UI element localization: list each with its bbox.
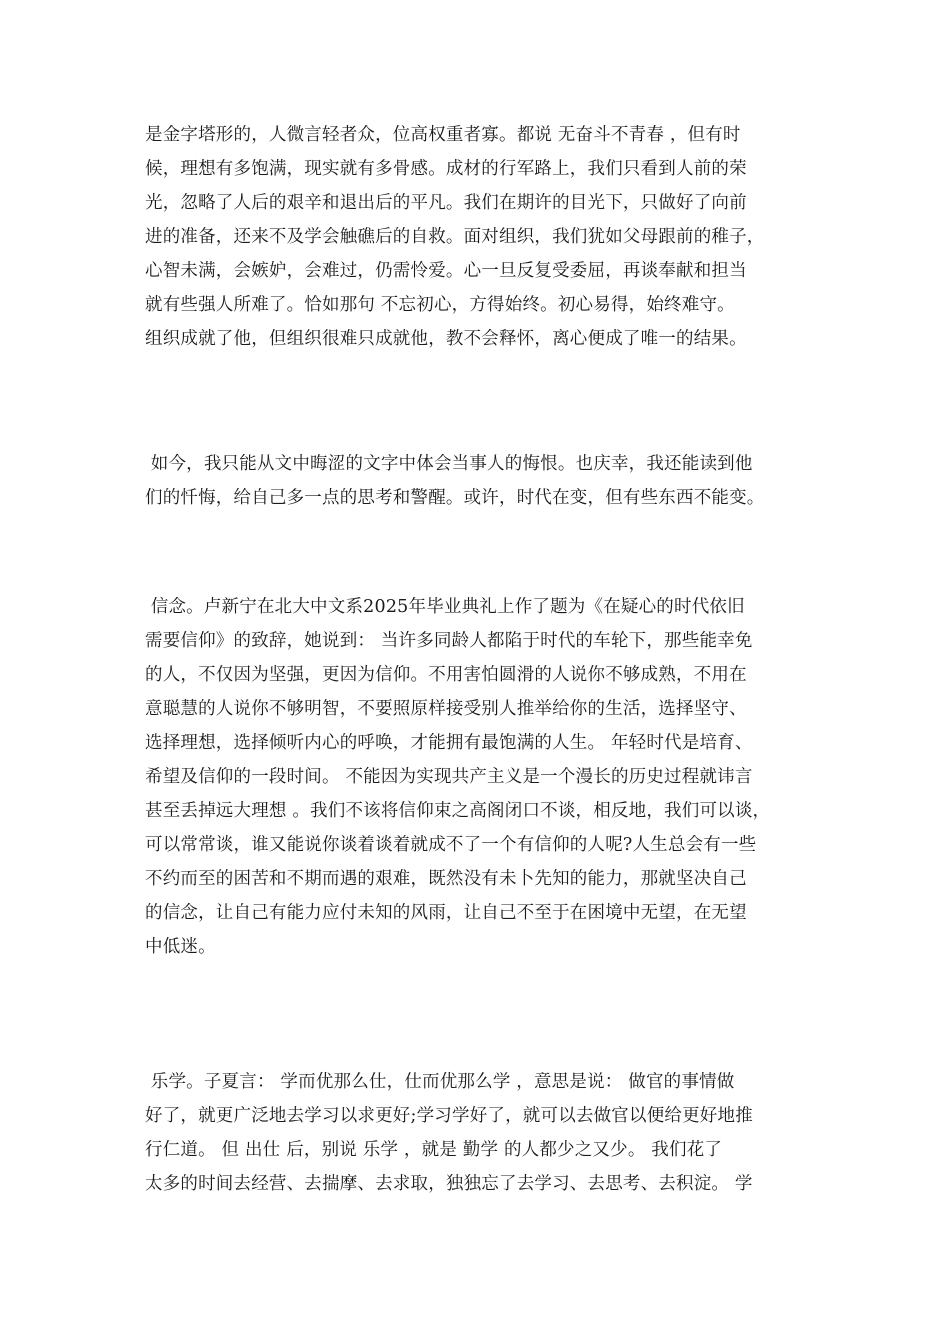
text-line: 需要信仰》的致辞，她说到： 当许多同龄人都陷于时代的车轮下，那些能幸免 — [145, 631, 753, 651]
text-line: 是金字塔形的，人微言轻者众，位高权重者寡。都说 无奋斗不青春 ，但有时 — [145, 125, 741, 145]
text-line: 中低迷。 — [145, 937, 216, 957]
paragraph-reflection — [145, 447, 835, 515]
text-line: 太多的时间去经营、去揣摩、去求取，独独忘了去学习、去思考、去积淀。 学 — [145, 1174, 753, 1194]
text-line: 就有些强人所难了。恰如那句 不忘初心，方得始终。初心易得，始终难守。 — [145, 295, 735, 315]
text-line: 好了，就更广泛地去学习以求更好;学习学好了，就可以去做官以便给更好地推 — [145, 1106, 753, 1126]
text-line: 如今，我只能从文中晦涩的文字中体会当事人的悔恨。也庆幸，我还能读到他 — [145, 454, 753, 474]
paragraph-belief — [145, 590, 835, 964]
text-line: 不约而至的困苦和不期而遇的艰难，既然没有未卜先知的能力，那就坚决自己 — [145, 869, 747, 889]
paragraph-learning — [145, 1065, 835, 1201]
text-line: 意聪慧的人说你不够明智，不要照原样接受别人推举给你的生活，选择坚守、 — [145, 699, 747, 719]
text-line: 信念。卢新宁在北大中文系2025年毕业典礼上作了题为《在疑心的时代依旧 — [145, 597, 745, 617]
text-line: 可以常常谈，谁又能说你谈着谈着就成不了一个有信仰的人呢?人生总会有一些 — [145, 835, 757, 855]
text-line: 甚至丢掉远大理想 。我们不该将信仰束之高阁闭口不谈，相反地，我们可以谈， — [145, 801, 771, 821]
text-line: 乐学。子夏言： 学而优那么仕，仕而优那么学 ，意思是说： 做官的事情做 — [145, 1072, 735, 1092]
text-line: 行仁道。 但 出仕 后，别说 乐学 ，就是 勤学 的人都少之又少。 我们花了 — [145, 1140, 723, 1160]
text-line: 的信念，让自己有能力应付未知的风雨，让自己不至于在困境中无望，在无望 — [145, 903, 747, 923]
text-line: 的人，不仅因为坚强，更因为信仰。不用害怕圆滑的人说你不够成熟，不用在 — [145, 665, 747, 685]
text-line: 候，理想有多饱满，现实就有多骨感。成材的行军路上，我们只看到人前的荣 — [145, 159, 747, 179]
text-line: 进的准备，还来不及学会触礁后的自救。面对组织，我们犹如父母跟前的稚子， — [145, 227, 765, 247]
paragraph-organization — [145, 118, 835, 356]
text-line: 心智未满，会嫉妒，会难过，仍需怜爱。心一旦反复受委屈，再谈奉献和担当 — [145, 261, 747, 281]
text-line: 光，忽略了人后的艰辛和退出后的平凡。我们在期许的目光下，只做好了向前 — [145, 193, 747, 213]
text-line: 希望及信仰的一段时间。 不能因为实现共产主义是一个漫长的历史过程就讳言 — [145, 767, 753, 787]
text-line: 组织成就了他，但组织很难只成就他，教不会释怀，离心便成了唯一的结果。 — [145, 329, 747, 349]
text-line: 选择理想，选择倾听内心的呼唤，才能拥有最饱满的人生。 年轻时代是培育、 — [145, 733, 753, 753]
text-line: 们的忏悔，给自己多一点的思考和警醒。或许，时代在变，但有些东西不能变。 — [145, 488, 765, 508]
